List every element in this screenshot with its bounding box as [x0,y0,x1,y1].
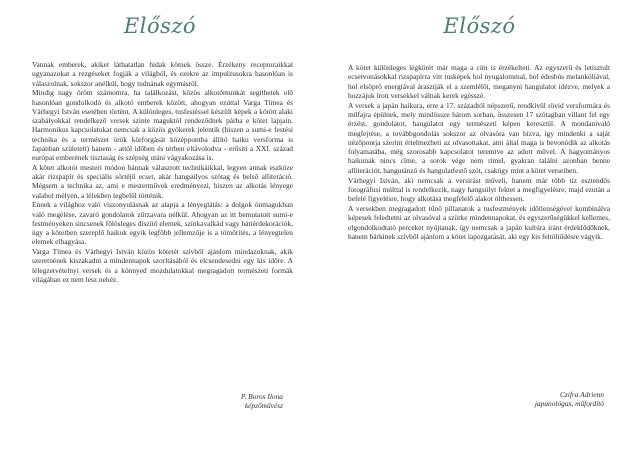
signature [535,390,604,409]
signature-role: japanológus, műfordító [534,399,604,409]
paragraph: Varga Tímea és Várhegyi István közös kötetét szívből ajánlom mindazoknak, akik szeretnének kiszakadni a mindennapok szorításából és elcsendesedni egy kis időre. A lélegzetvételnyi versek és a könnyed mozdulatokkal megragadott természeti formák világában ez nem lesz nehéz. [32,247,293,284]
paragraph: A kötet különleges légkörét már maga a cím is érzékelteti. Az egyszerű és letisztult ecsetvonásokkal rizspapírra vitt tusképek hol nyugalommal, hol édesbús melankóliával, hol elsöprő energiával árasztják el a szemlélőt, meganyni hangulatot idézve, melyek a hozzájuk írott versekkel válnak kerek egésszé. [348,63,610,100]
paragraph: Várhegyi István, aki nemcsak a versírást műveli, hanem már több tíz esztendős fotográfusi múlttal is rendelkezik, nagy hangsúlyt fektet a megfigyelésre, majd ezután a befelé figyelésre, hogy alkotása megfelelő alakot ölthessen. [348,175,610,204]
paragraph: A versek a japán haikura, erre a 17. századtól népszerű, rendkívül rövid versformára és műfajra épülnek, mely mindössze három sorban, összesen 17 szótagban villant fel egy érzést, gondolatot, hangulatot egy természeti képen keresztül. A mondanivaló megfejtése, a továbbgondolás sokszor az olvasóra van bízva, így mindenki a saját nézőpontja szerint értelmezheti az olvasottakat, ami által maga is bevonódik az alkotás folyamatába, még szorosabb kapcsolatot teremtve az adott művel. A hagyományos haikunak nincs címe, a sorok vége nem rímel, gyakran találni azonban benne alliterációt, hangutánzó és hangulatfestő szót, csakúgy mint a kötet verseiben. [348,100,610,175]
foreword-text [32,60,293,284]
signature-name: P. Boros Ilona [240,392,283,401]
paragraph: Vannak emberek, akiket láthatatlan hidak kötnek össze. Érzékeny receptoraikkal ugyanazokat a rezgéseket fogják a világból, és ezekre az impulzusokra hasonlóan is válaszolnak, sokszor anélkül, hogy tudnának egymásról. [32,60,293,88]
page-title: Előszó [443,14,516,38]
paragraph: A kötet alkotói mesteri módon bánnak választott technikáikkal, legyen annak eszköze akár rizspapír és speciális sörtéjű ecset, akár hangsúlyos szótag és belső alliteráció. Mégsem a technika az, ami e mesterművek eredményezi, hiszen az alkotás lényege valahol mélyen, a lélekben legbelül történik. [32,162,293,200]
signature-role: képzőművész [244,401,283,411]
paragraph: Ennek a világhoz való viszonyulásnak az alapja a lényeglátás: a dolgok önmagukban való megélése, zavaró gondolatok zűrzavara nélkül. Ahogyan az itt bemutatott sumi-e festményeken sincsenek fölösleges díszítő elemek, színkavalkád vagy háttérdekorációk, úgy a kötetben szereplő haikuk egyik legfőbb jellemzője is a tömörítés, a lényegtelen elemek elhagyása. [32,200,293,247]
paragraph: A versekben megragadott tűnő pillanatok a tusfestmények időtlenségével kombinálva képesek feledtetni az olvasóval a szürke mindennapokat, és egyszerűségükkel kellemes, elgondolkodtató perceket nyújtanak, így nemcsak a japán kultúra iránt érdeklődőknek, hanem bárkinek szívből ajánlom a kötet lapozgatását, aki egy kis feltöltődésre vágyik. [348,203,610,241]
right-page [320,0,639,459]
signature-name: Czifra Adrienn [559,390,604,399]
foreword-text [348,63,610,241]
page-title: Előszó [123,14,197,38]
paragraph: Mindig nagy öröm számomra, ha találkozást, közös alkotómunkát segíthetek elő hasonlóan gondolkodó és alkotó emberek között, ahogyan ezúttal Varga Tímea és Várhegyi István esetében történt. A különleges, tusfestéssel készült képek a kötött alaki szabályokkal rendelkező versek szinte maguktól rendeződnek párba e kötet lapjain. Harmonikus kapcsolatukat nemcsak a közös gyökerek jelentik (hiszen a sumi-e festési technika és a természet örök körforgását középpontba állító haiku versforma is Japánban született) hanem - attól időben és térben eltávolodva - erősíti a XXI. század európai emberének tisztaság és szépség utáni vágyakozása is. [32,88,293,162]
signature [241,392,283,411]
